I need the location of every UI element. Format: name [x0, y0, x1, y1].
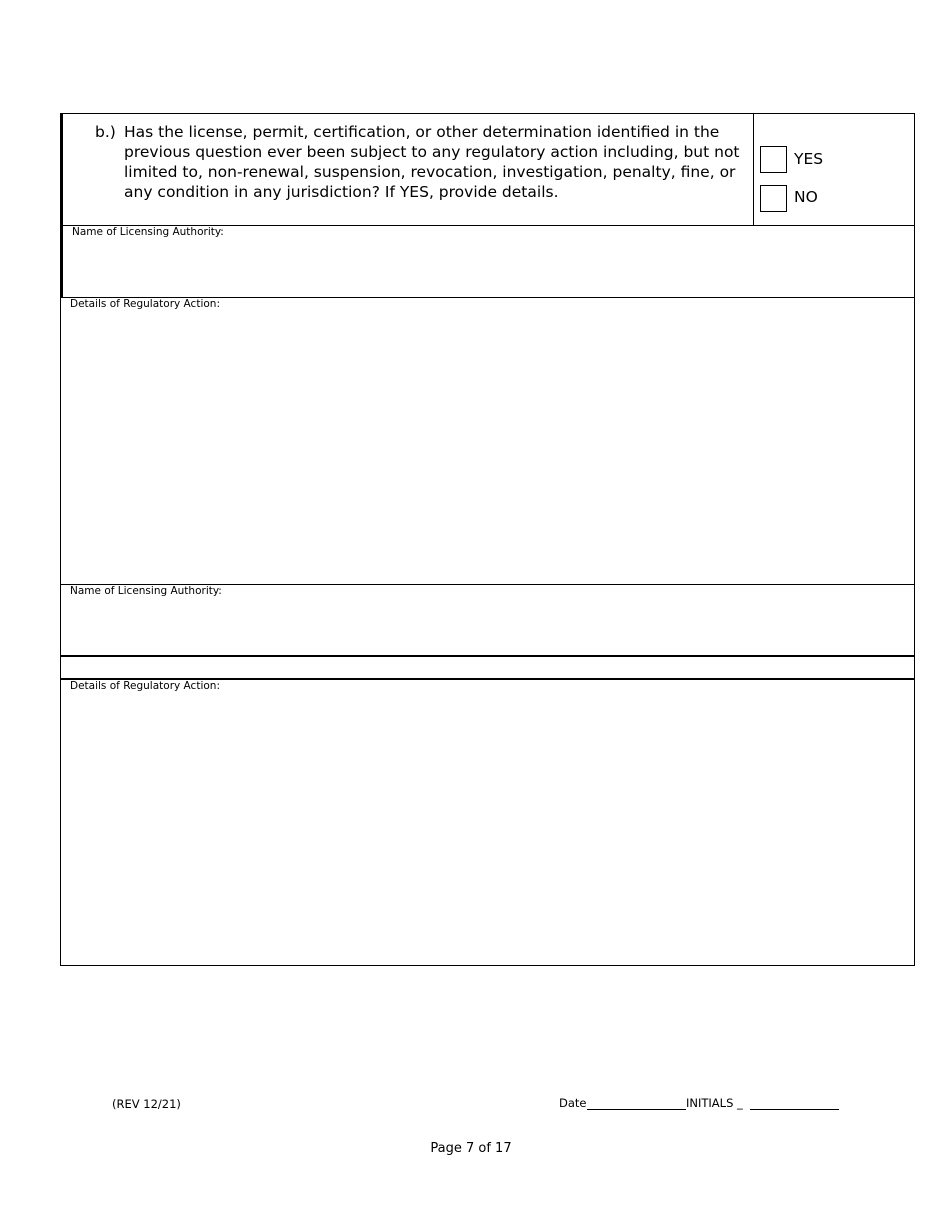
page-number: Page 7 of 17	[430, 1141, 512, 1156]
licensing-authority-field-2[interactable]	[60, 584, 915, 657]
regulatory-details-label-2: Details of Regulatory Action:	[70, 680, 220, 692]
question-label: b.)	[95, 123, 116, 141]
no-checkbox[interactable]	[760, 185, 787, 212]
regulatory-details-field-1[interactable]	[60, 297, 915, 585]
question-text-body: Has the license, permit, certification, or other determination identified in the previous question ever been subject to any regulatory action including, but not limited to, non-renewal, suspension, revocation, investigation, penalty, fine, or any condition in any jurisdiction? If YES, provide details.	[124, 123, 740, 201]
question-text	[124, 122, 744, 202]
yes-label: YES	[794, 150, 824, 168]
regulatory-details-label-1: Details of Regulatory Action:	[70, 298, 220, 310]
date-field[interactable]	[587, 1097, 686, 1110]
licensing-authority-label-2: Name of Licensing Authority:	[70, 585, 222, 597]
yes-checkbox[interactable]	[760, 146, 787, 173]
question-divider	[753, 113, 754, 226]
licensing-authority-label-1: Name of Licensing Authority:	[72, 226, 224, 238]
no-label: NO	[794, 188, 818, 206]
initials-field[interactable]	[750, 1097, 839, 1110]
licensing-authority-field-1[interactable]	[60, 225, 915, 298]
date-label: Date	[559, 1096, 587, 1110]
revision-label: (REV 12/21)	[112, 1097, 181, 1111]
regulatory-details-field-2[interactable]	[60, 679, 915, 966]
initials-label: INITIALS _	[686, 1096, 743, 1110]
spacer-row	[60, 656, 915, 680]
